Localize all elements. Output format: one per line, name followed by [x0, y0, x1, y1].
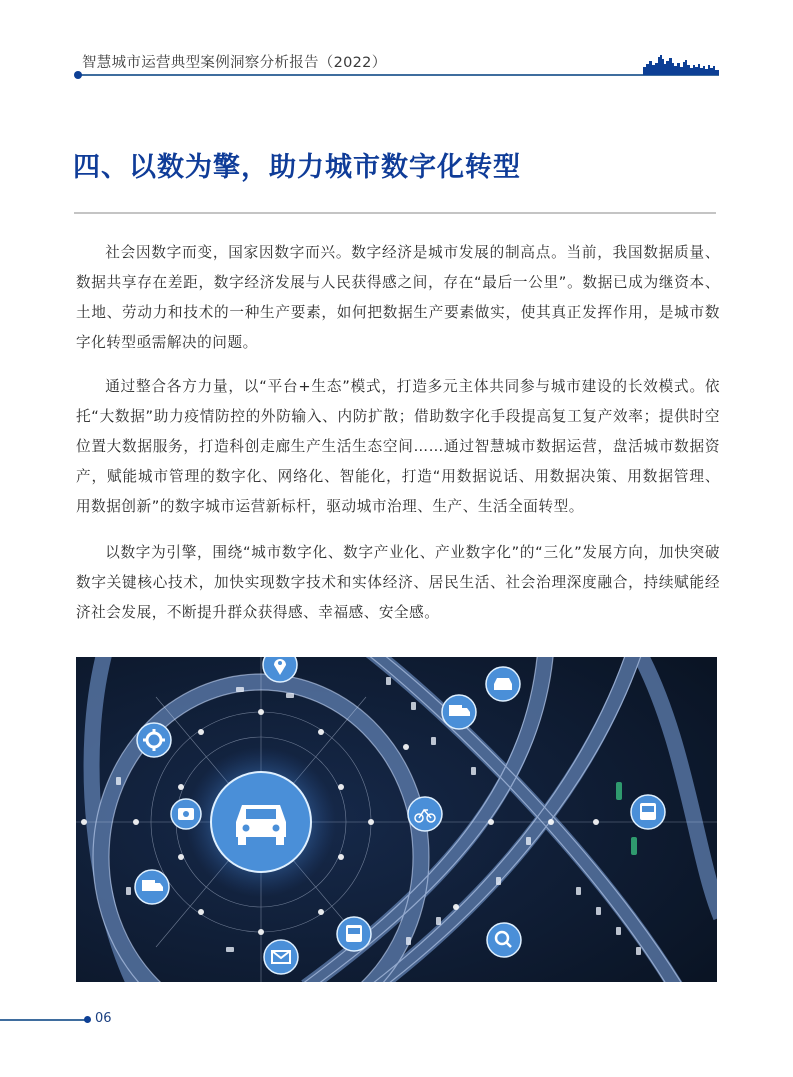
footer-dot-marker [84, 1016, 91, 1023]
title-divider [74, 212, 716, 214]
section-title: 四、以数为擎，助力城市数字化转型 [73, 152, 521, 183]
truck-icon [135, 870, 169, 904]
paragraph-3: 以数字为引擎，围绕“城市数字化、数字产业化、产业数字化”的“三化”发展方向，加快突破数字关键核心技术，加快实现数字技术和实体经济、居民生活、社会治理深度融合，持续赋能经济社会发展，不断提升群众获得感、幸福感、安全感。 [76, 544, 720, 621]
car-icon [211, 772, 311, 872]
paragraph-1: 社会因数字而变，国家因数字而兴。数字经济是城市发展的制高点。当前，我国数据质量、数据共享存在差距，数字经济发展与人民获得感之间，存在“最后一公里”。数据已成为继资本、土地、劳动力和技术的一种生产要素，如何把数据生产要素做实，使其真正发挥作用，是城市数字化转型亟需解决的问题。 [76, 244, 720, 351]
camera-icon [171, 799, 201, 829]
bus-icon [337, 917, 371, 951]
report-header-title: 智慧城市运营典型案例洞察分析报告（2022） [82, 55, 387, 71]
footer-divider [0, 1019, 86, 1021]
delivery-van-icon [442, 695, 476, 729]
smart-traffic-illustration [76, 657, 717, 982]
mail-icon [264, 940, 298, 974]
header-dot-marker [74, 71, 82, 79]
bicycle-icon [408, 797, 442, 831]
paragraph-2: 通过整合各方力量，以“平台+生态”模式，打造多元主体共同参与城市建设的长效模式。依托“大数据”助力疫情防控的外防输入、内防扩散；借助数字化手段提高复工复产效率；提供时空位置大数据服务，打造科创走廊生产生活生态空间……通过智慧城市数据运营，盘活城市数据资产，赋能城市管理的数字化、网络化、智能化，打造“用数据说话、用数据决策、用数据管理、用数据创新”的数字城市运营新标杆，驱动城市治理、生产、生活全面转型。 [76, 378, 720, 515]
taxi-icon [486, 667, 520, 701]
header-divider [78, 74, 719, 76]
search-icon [487, 923, 521, 957]
page-number: 06 [95, 1011, 112, 1026]
city-skyline-icon [643, 54, 719, 75]
bus-front-icon [631, 795, 665, 829]
gear-icon [137, 723, 171, 757]
